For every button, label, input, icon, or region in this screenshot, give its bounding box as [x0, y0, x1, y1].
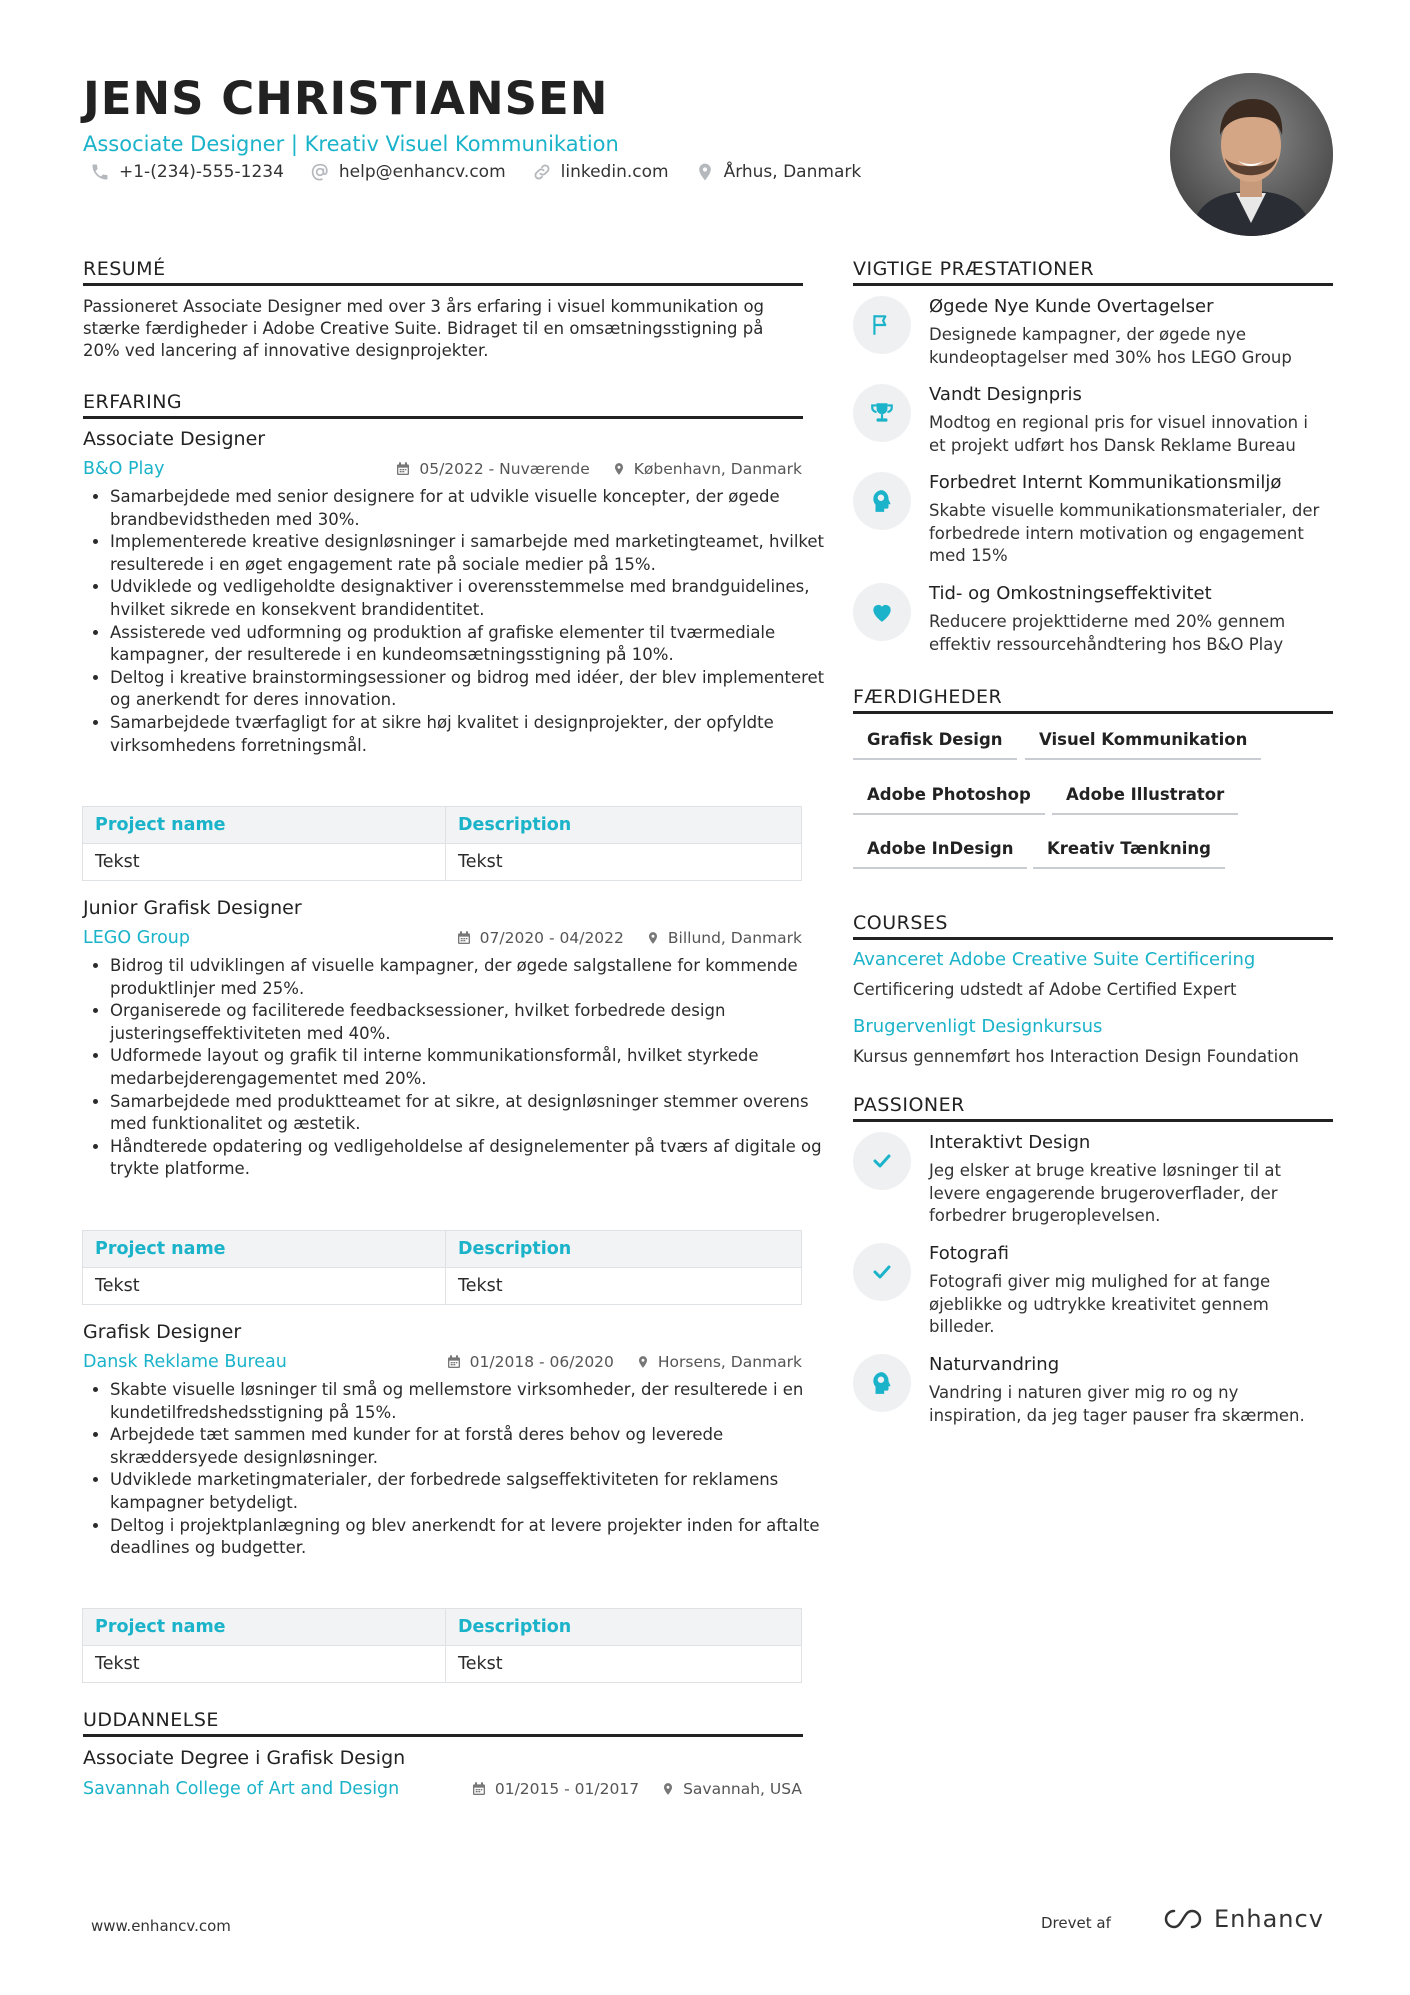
job-dates: 05/2022 - Nuværende	[419, 460, 590, 478]
passion-icon-bg	[853, 1132, 911, 1190]
job-title: Junior Grafisk Designer	[83, 897, 302, 919]
list-item: • Samarbejdede med senior designere for at udvikle visuelle koncepter, der øgede brandbevidstheden med 30%.	[110, 486, 830, 531]
job-bullets	[83, 1379, 830, 1560]
passion-icon-bg	[853, 1243, 911, 1301]
phone-icon	[90, 162, 110, 182]
job-meta	[446, 1353, 802, 1371]
skill-tag: Adobe Photoshop	[853, 785, 1045, 815]
company-name: Dansk Reklame Bureau	[83, 1352, 287, 1372]
calendar-icon	[446, 1354, 462, 1370]
location-pin-icon	[661, 1781, 675, 1797]
trophy-icon	[869, 400, 895, 426]
section-title-achievements: VIGTIGE PRÆSTATIONER	[853, 258, 1333, 286]
course-desc: Certificering udstedt af Adobe Certified Expert	[853, 980, 1237, 999]
achievement-title: Tid- og Omkostningseffektivitet	[929, 583, 1212, 604]
list-item: • Deltog i projektplanlægning og blev anerkendt for at levere projekter inden for aftalte deadlines og budgetter.	[110, 1515, 830, 1560]
phone-text: +1-(234)-555-1234	[119, 162, 284, 182]
job-meta	[456, 929, 802, 947]
head-brain-icon	[869, 1370, 895, 1396]
achievement-desc: Designede kampagner, der øgede nye kundeoptagelser med 30% hos LEGO Group	[929, 325, 1292, 367]
check-icon	[870, 1260, 894, 1284]
contact-location	[695, 162, 862, 182]
check-icon	[870, 1149, 894, 1173]
job-location: Horsens, Danmark	[657, 1353, 802, 1371]
job-dates: 01/2018 - 06/2020	[469, 1353, 614, 1371]
passion-desc: Vandring i naturen giver mig ro og ny inspiration, da jeg tager pauser fra skærmen.	[929, 1383, 1305, 1425]
achievement-desc: Modtog en regional pris for visuel innovation i et projekt udført hos Dansk Reklame Bureau	[929, 413, 1308, 455]
head-brain-icon	[869, 488, 895, 514]
at-icon	[310, 162, 330, 182]
course-title: Avanceret Adobe Creative Suite Certificering	[853, 949, 1256, 970]
linkedin-text: linkedin.com	[560, 162, 669, 182]
job-bullets	[83, 955, 830, 1181]
project-table	[82, 806, 802, 881]
list-item: • Udviklede marketingmaterialer, der forbedrede salgseffektiviteten for reklamens kampagner betydeligt.	[110, 1469, 830, 1514]
job-location: Billund, Danmark	[667, 929, 802, 947]
job-title: Associate Designer	[83, 428, 266, 450]
table-header-description: Description	[446, 1231, 802, 1268]
footer-brand-logo[interactable]	[1160, 1905, 1324, 1933]
list-item: • Assisterede ved udformning og produktion af grafiske elementer til tværmediale kampagner, der resulterede i en kundeomsætningsstigning på 10%.	[110, 622, 830, 667]
achievement-item	[853, 583, 1333, 663]
footer-website-link[interactable]: www.enhancv.com	[91, 1917, 231, 1935]
location-pin-icon	[695, 162, 715, 182]
project-table	[82, 1608, 802, 1683]
location-pin-icon	[646, 930, 660, 946]
skill-tag: Adobe InDesign	[853, 839, 1027, 869]
footer-brand-text: Enhancv	[1214, 1905, 1324, 1933]
skill-tag: Visuel Kommunikation	[1025, 730, 1261, 760]
table-header-row	[83, 1231, 802, 1268]
flag-icon	[869, 312, 895, 338]
job-dates: 07/2020 - 04/2022	[479, 929, 624, 947]
list-item: • Bidrog til udviklingen af visuelle kampagner, der øgede salgstallene for kommende produktlinjer med 25%.	[110, 955, 830, 1000]
section-title-education: UDDANNELSE	[83, 1709, 803, 1737]
course-desc: Kursus gennemført hos Interaction Design Foundation	[853, 1047, 1299, 1066]
heart-icon	[869, 599, 895, 625]
achievement-desc: Reducere projekttiderne med 20% gennem effektiv ressourcehåndtering hos B&O Play	[929, 612, 1286, 654]
course-title: Brugervenligt Designkursus	[853, 1016, 1103, 1037]
degree-title: Associate Degree i Grafisk Design	[83, 1747, 406, 1769]
job-location: København, Danmark	[633, 460, 802, 478]
passion-desc: Fotografi giver mig mulighed for at fange øjeblikke og udtrykke kreativitet gennem billeder.	[929, 1272, 1271, 1336]
table-header-project: Project name	[83, 807, 446, 844]
skill-tag: Adobe Illustrator	[1052, 785, 1238, 815]
table-header-description: Description	[446, 1609, 802, 1646]
list-item: • Organiserede og faciliterede feedbacksessioner, hvilket forbedrede design justeringseffektiviteten med 40%.	[110, 1000, 830, 1045]
job-bullets	[83, 486, 830, 757]
table-row	[83, 844, 802, 881]
location-pin-icon	[612, 461, 626, 477]
table-header-description: Description	[446, 807, 802, 844]
achievement-title: Forbedret Internt Kommunikationsmiljø	[929, 472, 1282, 493]
contact-bar	[90, 162, 861, 182]
table-cell: Tekst	[83, 844, 446, 881]
portrait-image	[1170, 73, 1333, 236]
table-header-project: Project name	[83, 1609, 446, 1646]
location-text: Århus, Danmark	[723, 162, 862, 182]
education-location: Savannah, USA	[683, 1780, 802, 1798]
table-cell: Tekst	[83, 1268, 446, 1305]
passion-item	[853, 1132, 1333, 1232]
footer-powered-by: Drevet af	[1041, 1914, 1111, 1932]
achievement-icon-bg	[853, 384, 911, 442]
achievement-title: Øgede Nye Kunde Overtagelser	[929, 296, 1214, 317]
table-header-project: Project name	[83, 1231, 446, 1268]
section-title-skills: FÆRDIGHEDER	[853, 686, 1333, 714]
list-item: • Samarbejdede med produktteamet for at sikre, at designløsninger stemmer overens med funktionalitet og æstetik.	[110, 1091, 830, 1136]
education-dates: 01/2015 - 01/2017	[494, 1780, 640, 1798]
passion-item	[853, 1354, 1333, 1434]
contact-phone[interactable]	[90, 162, 284, 182]
list-item: • Implementerede kreative designløsninger i samarbejde med marketingteamet, hvilket resulterede i en øget engagement rate på sociale medier på 15%.	[110, 531, 830, 576]
list-item: • Udviklede og vedligeholdte designaktiver i overensstemmelse med brandguidelines, hvilket sikrede en konsekvent brandidentitet.	[110, 576, 830, 621]
passion-item	[853, 1243, 1333, 1343]
enhancv-logo-icon	[1160, 1907, 1206, 1931]
list-item: • Skabte visuelle løsninger til små og mellemstore virksomheder, der resulterede i en kundetilfredshedsstigning på 15%.	[110, 1379, 830, 1424]
list-item: • Deltog i kreative brainstormingsessioner og bidrog med idéer, der blev implementeret og anerkendt for deres innovation.	[110, 667, 830, 712]
company-name: LEGO Group	[83, 928, 190, 948]
table-cell: Tekst	[446, 1268, 802, 1305]
school-name: Savannah College of Art and Design	[83, 1779, 400, 1799]
contact-linkedin[interactable]	[532, 162, 669, 182]
location-pin-icon	[636, 1354, 650, 1370]
job-meta	[395, 460, 802, 478]
section-title-passions: PASSIONER	[853, 1094, 1333, 1122]
section-title-resume: RESUMÉ	[83, 258, 803, 286]
email-text: help@enhancv.com	[338, 162, 506, 182]
resume-text: Passioneret Associate Designer med over 3 års erfaring i visuel kommunikation og stærke færdigheder i Adobe Creative Suite. Bidraget til en omsætningsstigning på 20% ved lancering af innovative designprojekter.	[83, 297, 765, 360]
table-header-row	[83, 807, 802, 844]
skill-tag: Grafisk Design	[853, 730, 1017, 760]
table-row	[83, 1646, 802, 1683]
link-icon	[532, 162, 552, 182]
profile-photo	[1170, 73, 1333, 236]
achievement-desc: Skabte visuelle kommunikationsmaterialer, der forbedrede intern motivation og engagement med 15%	[929, 501, 1320, 565]
passion-title: Interaktivt Design	[929, 1132, 1091, 1153]
company-name: B&O Play	[83, 459, 165, 479]
contact-email[interactable]	[310, 162, 506, 182]
section-title-courses: COURSES	[853, 912, 1333, 940]
table-cell: Tekst	[446, 844, 802, 881]
candidate-name: JENS CHRISTIANSEN	[83, 72, 609, 125]
table-cell: Tekst	[446, 1646, 802, 1683]
list-item: • Håndterede opdatering og vedligeholdelse af designelementer på tværs af digitale og trykte platforme.	[110, 1136, 830, 1181]
education-meta	[471, 1780, 802, 1798]
achievement-icon-bg	[853, 472, 911, 530]
list-item: • Udformede layout og grafik til interne kommunikationsformål, hvilket styrkede medarbejderengagementet med 20%.	[110, 1045, 830, 1090]
section-title-experience: ERFARING	[83, 391, 803, 419]
achievement-item	[853, 384, 1333, 464]
achievement-icon-bg	[853, 296, 911, 354]
passion-title: Fotografi	[929, 1243, 1009, 1264]
achievement-item	[853, 296, 1333, 376]
table-row	[83, 1268, 802, 1305]
job-title: Grafisk Designer	[83, 1321, 242, 1343]
skill-tag: Kreativ Tænkning	[1033, 839, 1225, 869]
passion-desc: Jeg elsker at bruge kreative løsninger til at levere engagerende brugeroverflader, der forbedrer brugeroplevelsen.	[929, 1161, 1281, 1225]
table-header-row	[83, 1609, 802, 1646]
candidate-subtitle: Associate Designer | Kreativ Visuel Kommunikation	[83, 132, 619, 156]
achievement-title: Vandt Designpris	[929, 384, 1082, 405]
list-item: • Samarbejdede tværfagligt for at sikre høj kvalitet i designprojekter, der opfyldte virksomhedens forretningsmål.	[110, 712, 830, 757]
achievement-item	[853, 472, 1333, 572]
project-table	[82, 1230, 802, 1305]
achievement-icon-bg	[853, 583, 911, 641]
calendar-icon	[395, 461, 411, 477]
passion-title: Naturvandring	[929, 1354, 1060, 1375]
calendar-icon	[471, 1781, 487, 1797]
list-item: • Arbejdede tæt sammen med kunder for at forstå deres behov og leverede skræddersyede designløsninger.	[110, 1424, 830, 1469]
passion-icon-bg	[853, 1354, 911, 1412]
calendar-icon	[456, 930, 472, 946]
table-cell: Tekst	[83, 1646, 446, 1683]
